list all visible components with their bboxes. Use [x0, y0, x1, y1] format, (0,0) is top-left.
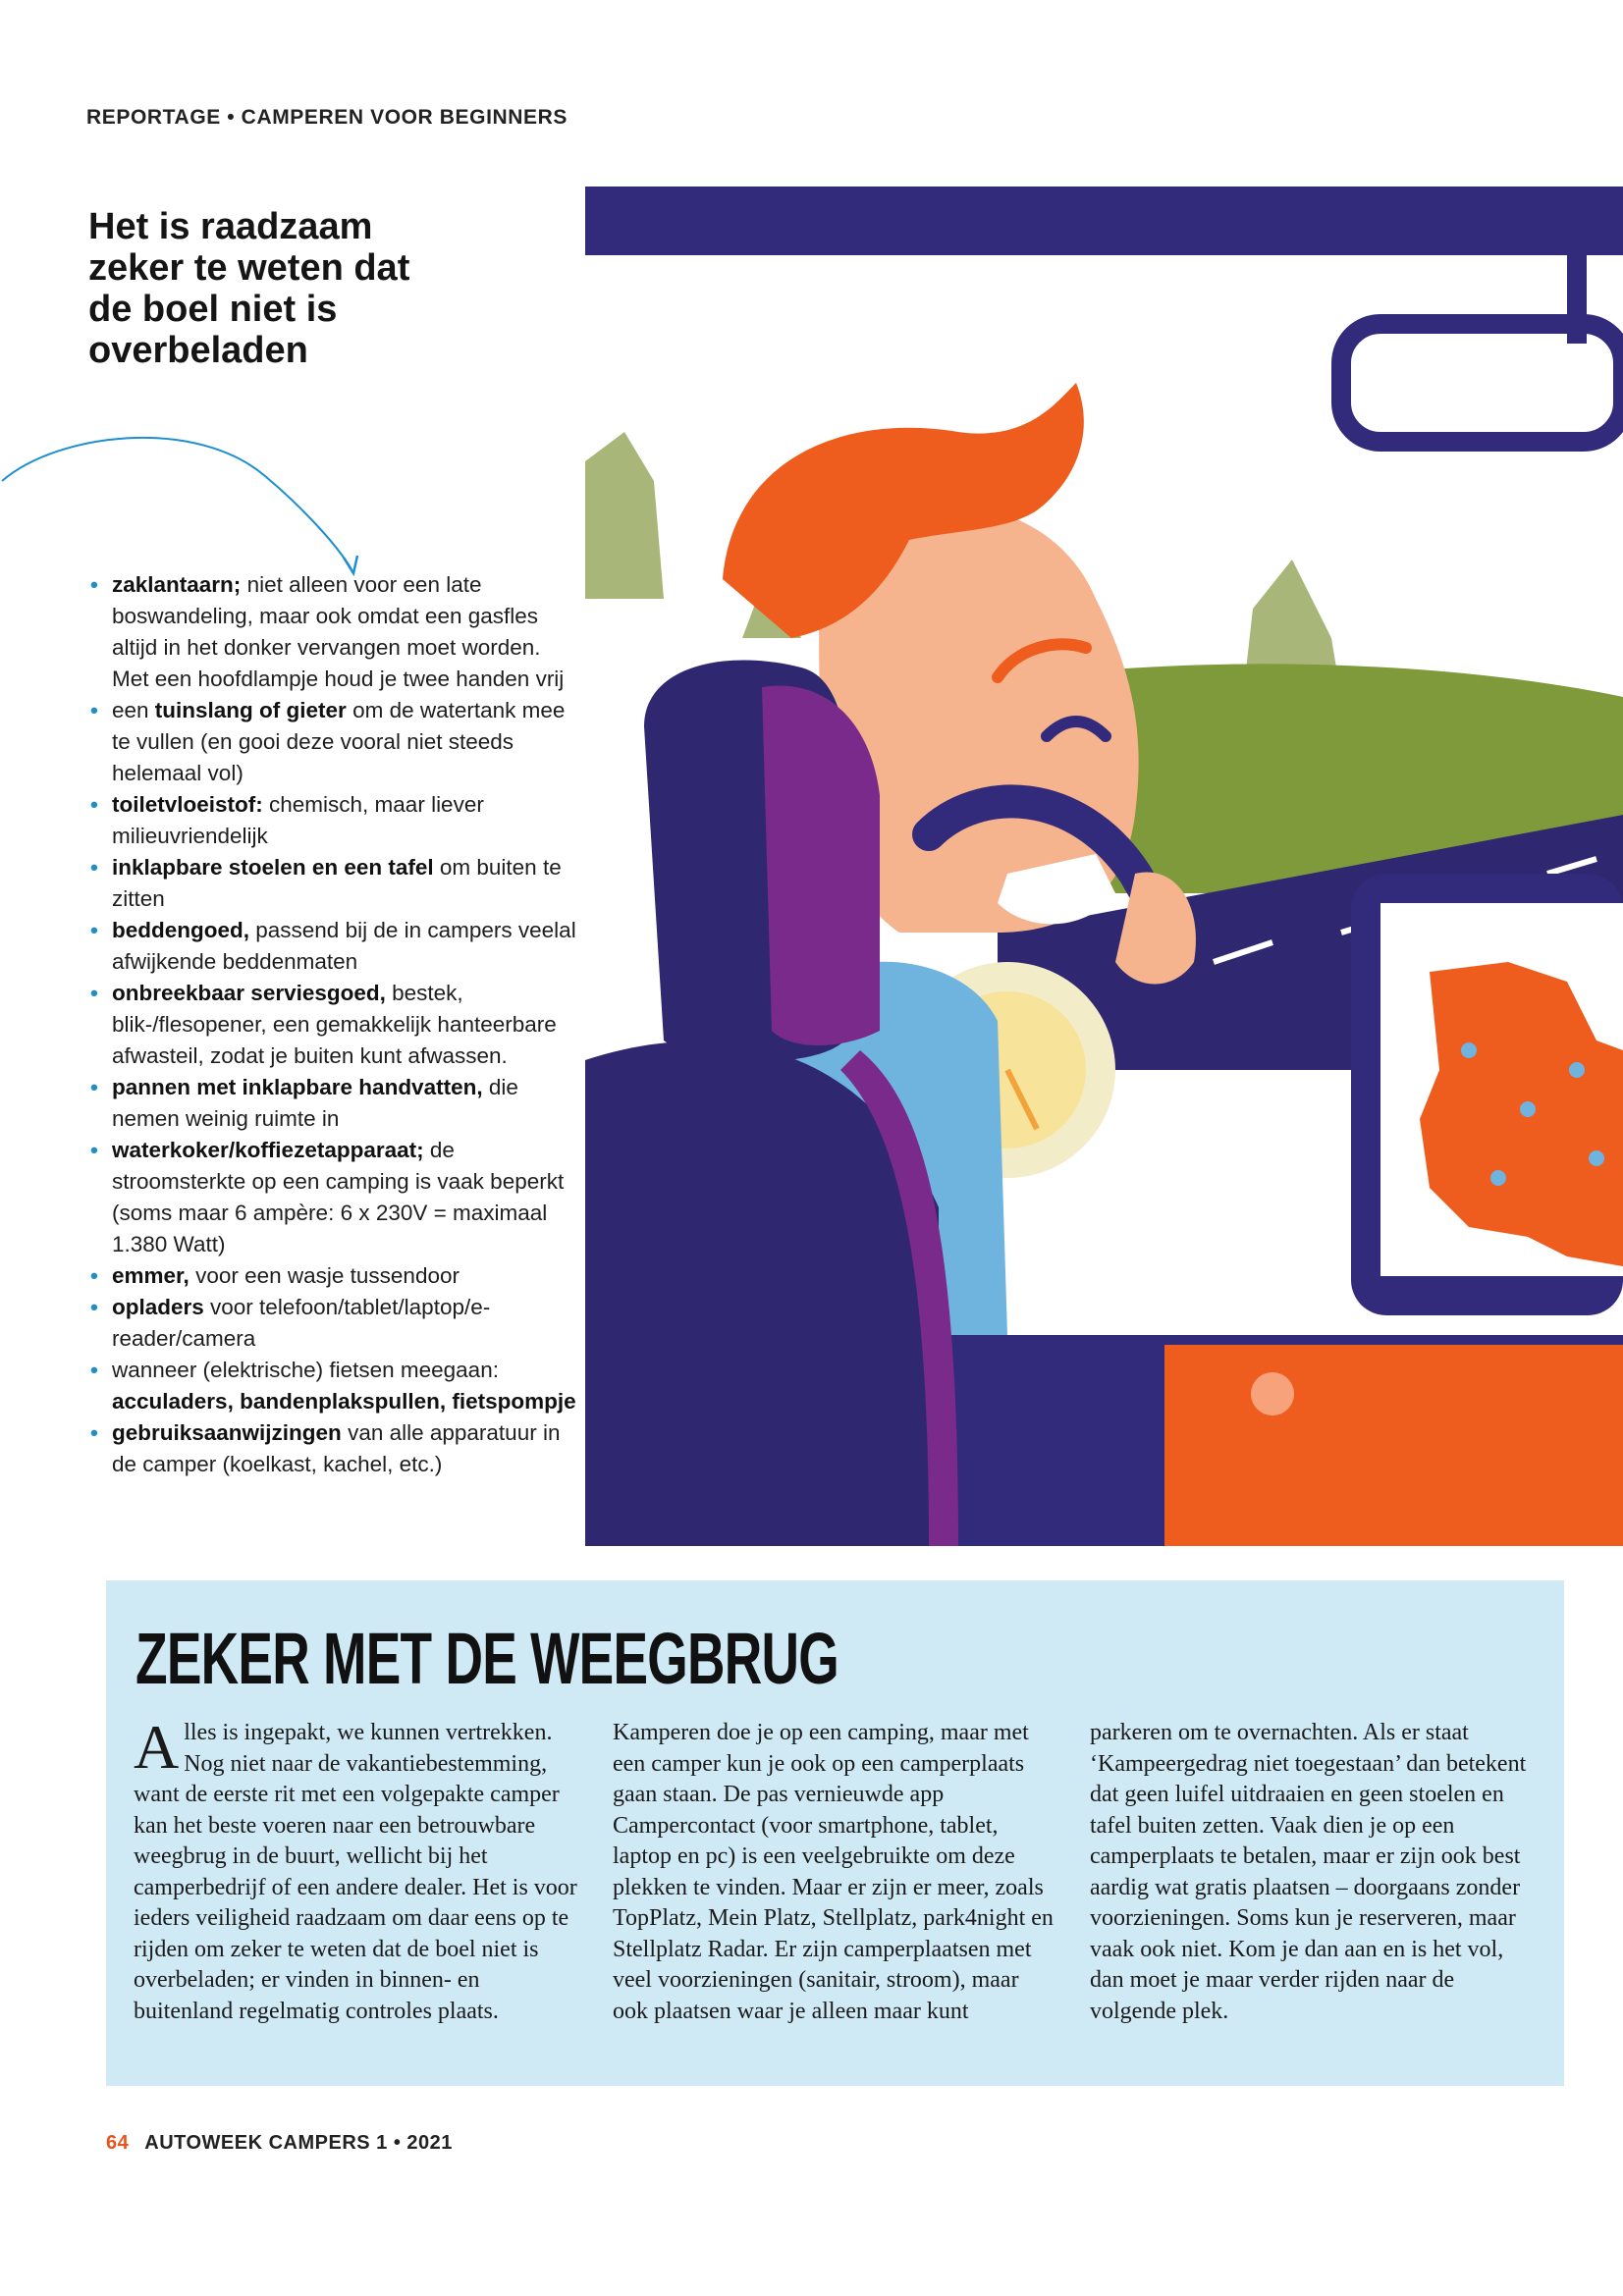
packing-checklist	[90, 569, 581, 1480]
publication-name: AUTOWEEK CAMPERS 1 • 2021	[144, 2132, 453, 2154]
info-box	[106, 1580, 1564, 2086]
list-item: • gebruiksaanwijzingen van alle apparatuur in de camper (koelkast, kachel, etc.)	[90, 1417, 581, 1480]
list-item: • inklapbare stoelen en een tafel om buiten te zitten	[90, 852, 581, 915]
list-item: • pannen met inklapbare handvatten, die nemen weinig ruimte in	[90, 1072, 581, 1135]
list-item: • een tuinslang of gieter om de watertank mee te vullen (en gooi deze vooral niet steeds helemaal vol)	[90, 695, 581, 789]
box-column-1: Alles is ingepakt, we kunnen vertrekken. Nog niet naar de vakantiebestemming, want de eerste rit met een volgepakte camper kan het beste voeren naar een betrouwbare weegbrug in de buurt, wellicht bij het camperbedrijf of een andere dealer. Het is voor ieders veiligheid raadzaam om daar eens op te rijden om zeker te weten dat de boel niet is overbeladen; er vinden in binnen- en buitenland regelmatig controles plaats.	[134, 1712, 577, 2024]
pull-quote: Het is raadzaam zeker te weten dat de boel niet is overbeladen	[88, 206, 410, 371]
driver-navigation-illustration	[585, 187, 1623, 1546]
page-number: 64	[106, 2132, 130, 2154]
section-kicker: REPORTAGE • CAMPEREN VOOR BEGINNERS	[86, 106, 568, 129]
drop-cap: A	[134, 1712, 180, 1782]
list-item: • wanneer (elektrische) fietsen meegaan: acculaders, bandenplakspullen, fietspompje	[90, 1355, 581, 1417]
box-column-2: Kamperen doe je op een camping, maar met een camper kun je ook op een camperplaats gaan staan. De pas vernieuwde app Campercontact (voor smartphone, tablet, laptop en pc) is een veelgebruikte om deze plekken te vinden. Maar er zijn er meer, zoals TopPlatz, Mein Platz, Stellplatz, park4night en Stellplatz Radar. Er zijn camperplaatsen met veel voorzieningen (sanitair, stroom), maar ook plaatsen waar je alleen maar kunt	[613, 1720, 1054, 2024]
curved-arrow-icon	[0, 422, 373, 579]
box-column-3: parkeren om te overnachten. Als er staat ‘Kampeergedrag niet toegestaan’ dan betekent dat geen luifel uitdraaien en geen stoelen en tafel buiten zetten. Vaak dien je op een camperplaats te betalen, maar er zijn ook best aardig wat gratis plaatsen – doorgaans zonder voorzieningen. Soms kun je reserveren, maar vaak ook niet. Kom je dan aan en is het vol, dan moet je maar verder rijden naar de volgende plek.	[1090, 1720, 1527, 2024]
page-footer	[106, 2132, 453, 2155]
list-item: • zaklantaarn; niet alleen voor een late boswandeling, maar ook omdat een gasfles altijd in het donker vervangen moet worden. Met een hoofdlampje houd je twee handen vrij	[90, 569, 581, 695]
list-item: • emmer, voor een wasje tussendoor	[90, 1260, 581, 1292]
list-item: • onbreekbaar serviesgoed, bestek, blik-/flesopener, een gemakkelijk hanteerbare afwasteil, zodat je buiten kunt afwassen.	[90, 978, 581, 1072]
list-item: • toiletvloeistof: chemisch, maar liever milieuvriendelijk	[90, 789, 581, 852]
list-item: • waterkoker/koffiezetapparaat; de stroomsterkte op een camping is vaak beperkt (soms maar 6 ampère: 6 x 230V = maximaal 1.380 Watt)	[90, 1135, 581, 1260]
list-item: • opladers voor telefoon/tablet/laptop/e-reader/camera	[90, 1292, 581, 1355]
box-title: ZEKER MET DE WEEGBRUG	[135, 1618, 839, 1699]
list-item: • beddengoed, passend bij de in campers veelal afwijkende beddenmaten	[90, 915, 581, 978]
